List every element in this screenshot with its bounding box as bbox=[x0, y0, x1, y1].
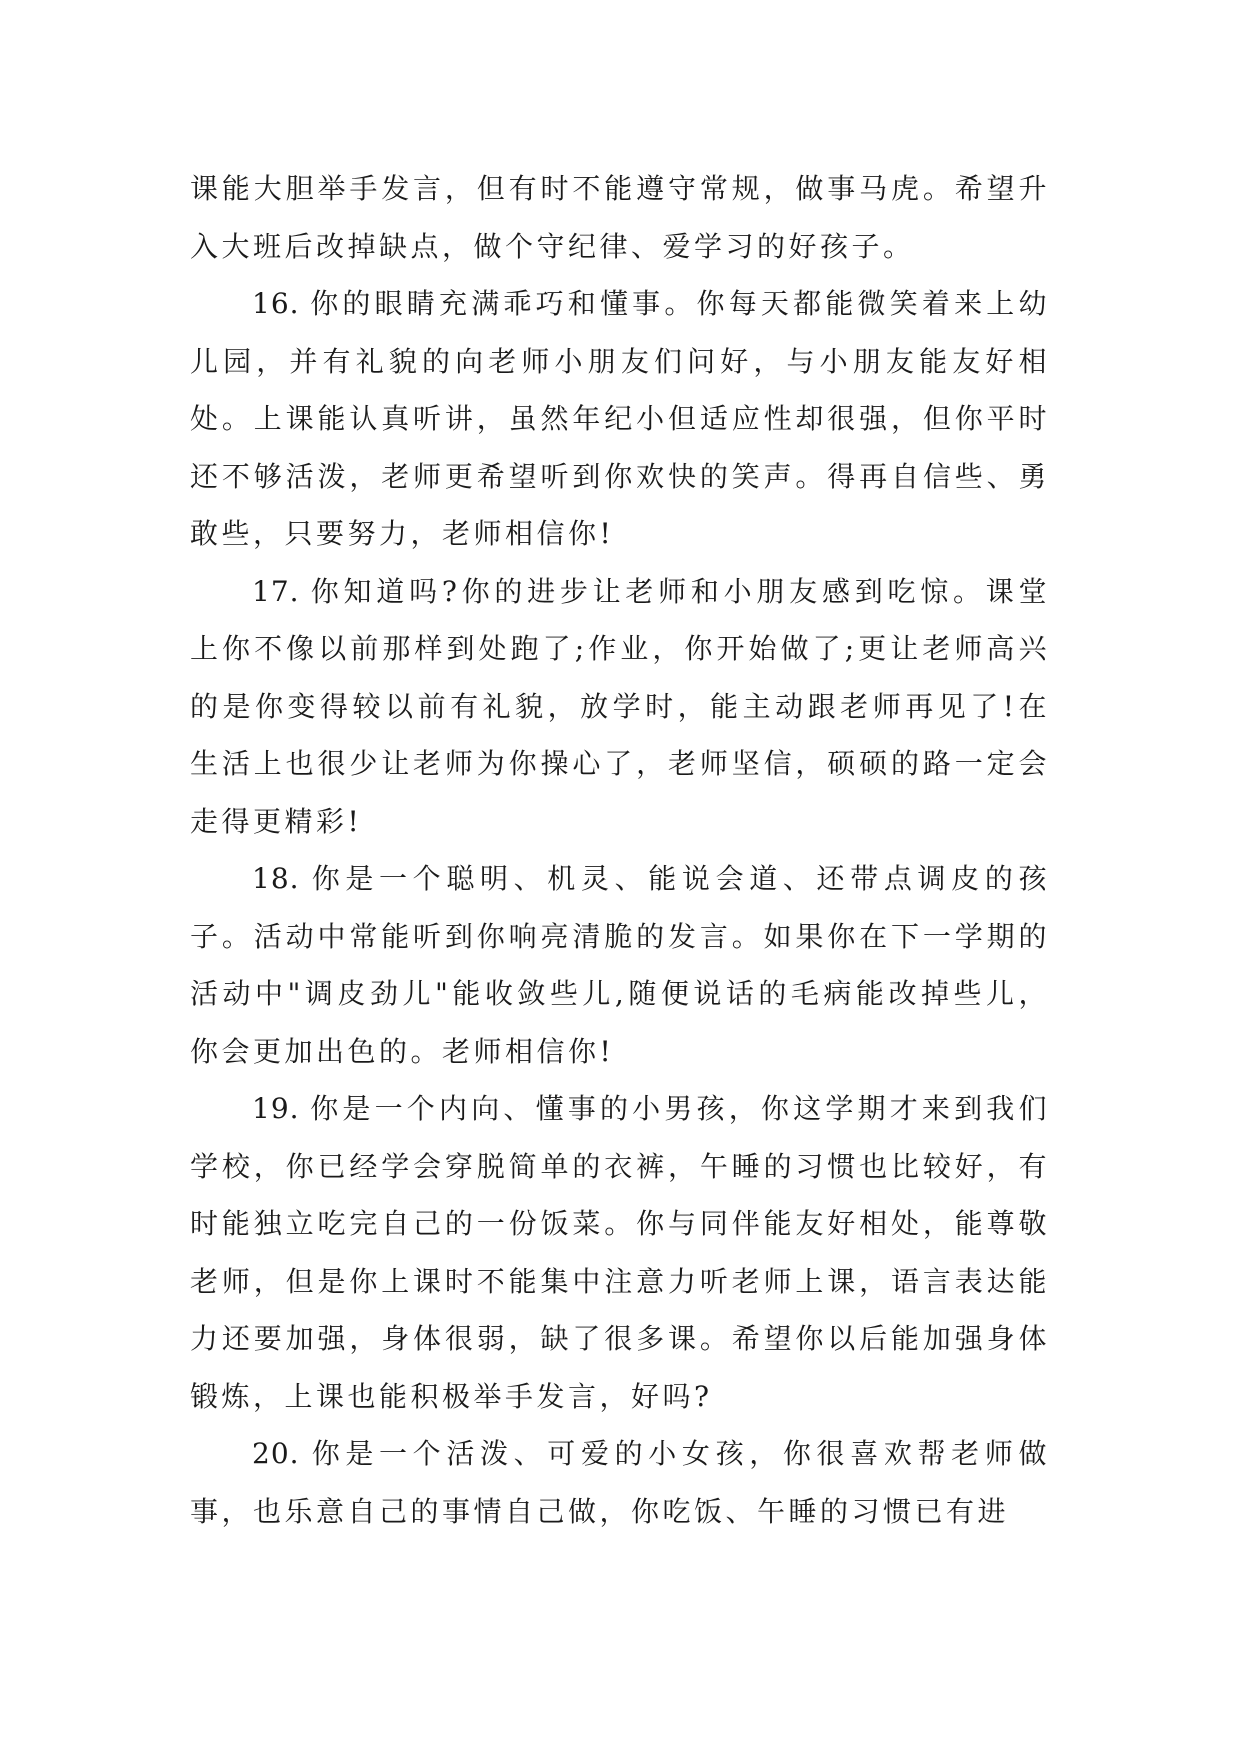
paragraph-20 bbox=[190, 1425, 1050, 1540]
paragraph-text: 你是一个内向、懂事的小男孩，你这学期才来到我们学校，你已经学会穿脱简单的衣裤，午睡的习惯也比较好，有时能独立吃完自己的一份饭菜。你与同伴能友好相处，能尊敬老师，但是你上课时不能集中注意力听老师上课，语言表达能力还要加强，身体很弱，缺了很多课。希望你以后能加强身体锻炼，上课也能积极举手发言，好吗? bbox=[190, 1092, 1050, 1413]
paragraph-16 bbox=[190, 275, 1050, 563]
paragraph-number: 19. bbox=[252, 1092, 300, 1125]
paragraph-continuation bbox=[190, 160, 1050, 275]
paragraph-number: 18. bbox=[252, 862, 300, 895]
paragraph-number: 17. bbox=[252, 574, 300, 608]
paragraph-text: 课能大胆举手发言，但有时不能遵守常规，做事马虎。希望升入大班后改掉缺点，做个守纪律、爱学习的好孩子。 bbox=[190, 172, 1050, 263]
paragraph-text: 你是一个聪明、机灵、能说会道、还带点调皮的孩子。活动中常能听到你响亮清脆的发言。如果你在下一学期的活动中"调皮劲儿"能收敛些儿,随便说话的毛病能改掉些儿，你会更加出色的。老师相信你! bbox=[190, 862, 1050, 1068]
paragraph-text: 你是一个活泼、可爱的小女孩，你很喜欢帮老师做事，也乐意自己的事情自己做，你吃饭、午睡的习惯已有进 bbox=[190, 1437, 1050, 1528]
paragraph-number: 16. bbox=[252, 287, 300, 320]
paragraph-number: 20. bbox=[252, 1437, 300, 1470]
document-page bbox=[190, 160, 1050, 1540]
paragraph-19 bbox=[190, 1080, 1050, 1425]
paragraph-text: 你的眼睛充满乖巧和懂事。你每天都能微笑着来上幼儿园，并有礼貌的向老师小朋友们问好，与小朋友能友好相处。上课能认真听讲，虽然年纪小但适应性却很强，但你平时还不够活泼，老师更希望听到你欢快的笑声。得再自信些、勇敢些，只要努力，老师相信你! bbox=[190, 287, 1050, 550]
paragraph-18 bbox=[190, 850, 1050, 1080]
paragraph-text: 你知道吗?你的进步让老师和小朋友感到吃惊。课堂上你不像以前那样到处跑了;作业，你开始做了;更让老师高兴的是你变得较以前有礼貌，放学时，能主动跟老师再见了!在生活上也很少让老师为你操心了，老师坚信，硕硕的路一定会走得更精彩! bbox=[190, 574, 1050, 838]
paragraph-17 bbox=[190, 563, 1050, 851]
